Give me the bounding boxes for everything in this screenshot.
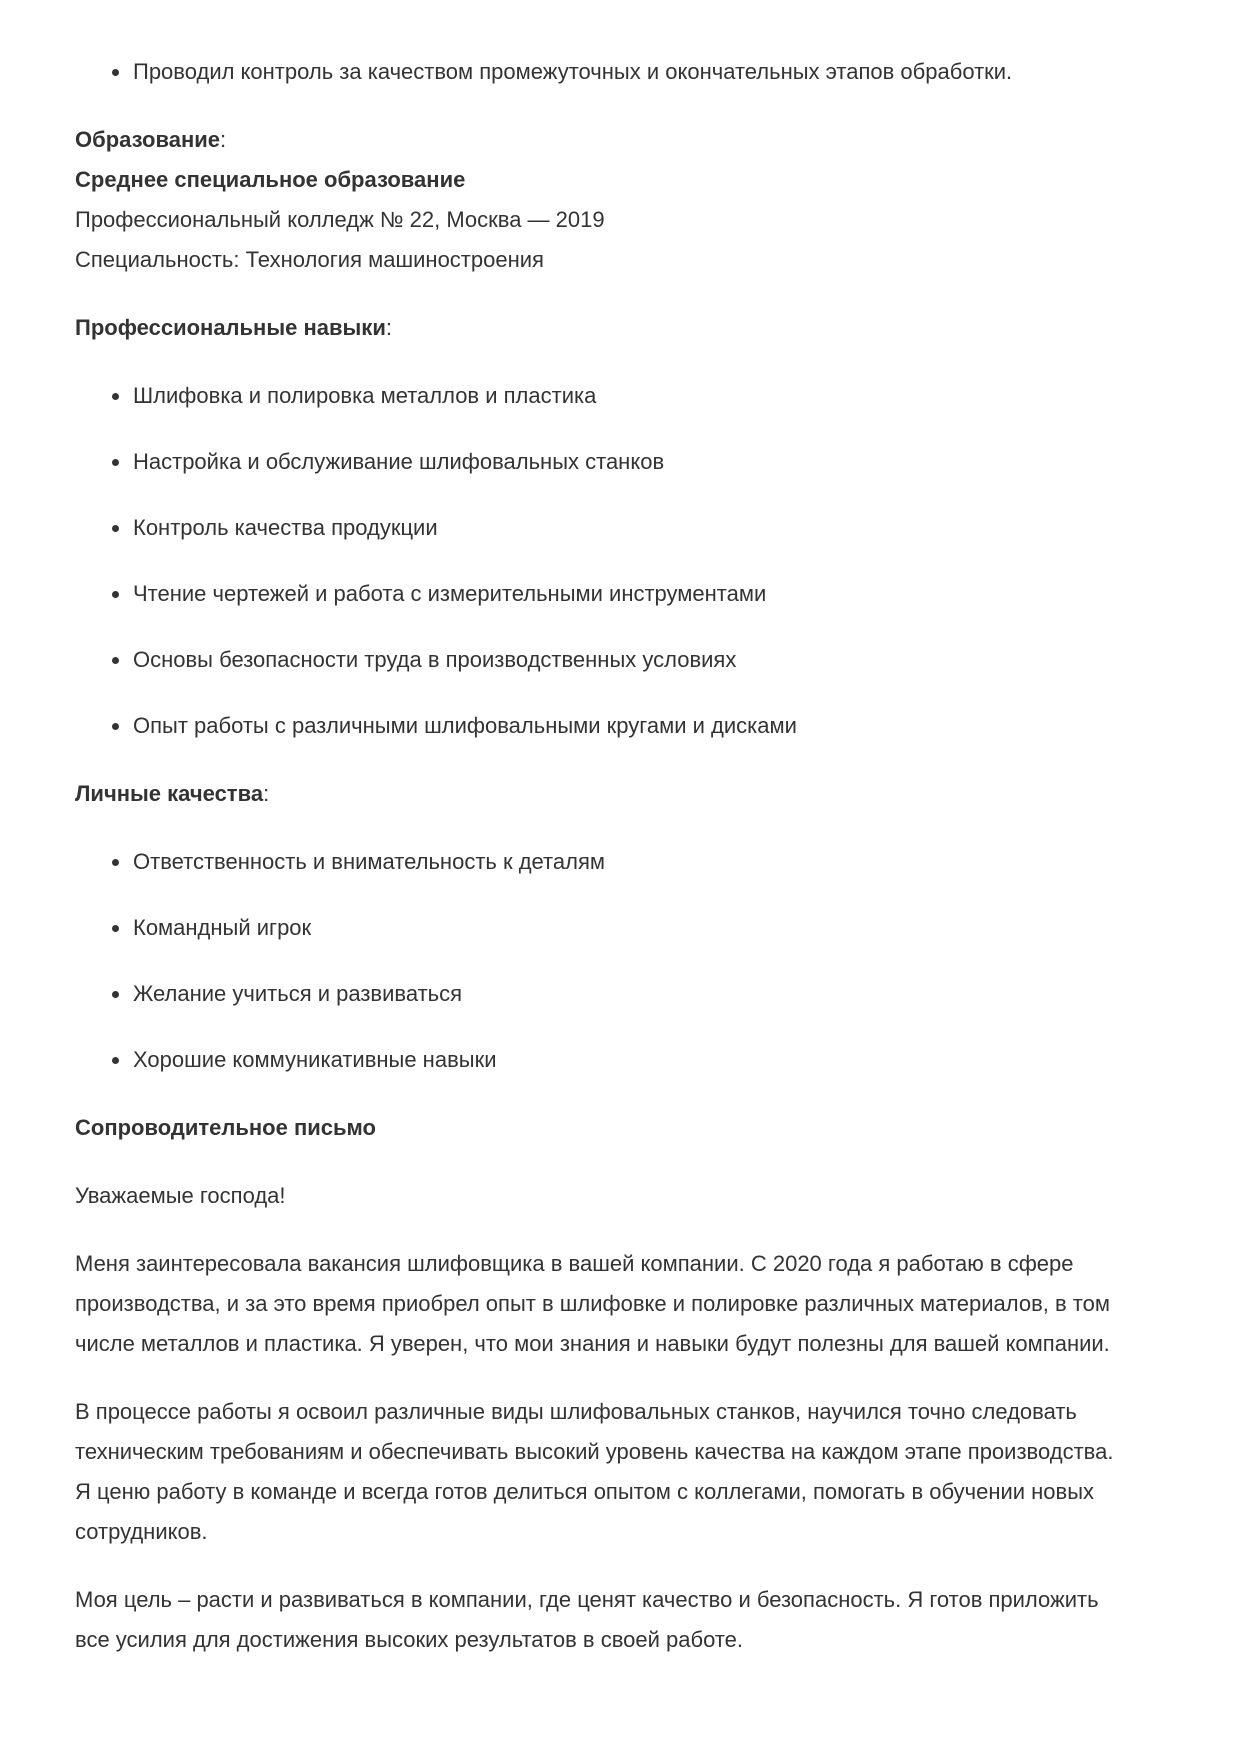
cover-letter-salutation: Уважаемые господа!	[75, 1183, 286, 1208]
list-item: • Чтение чертежей и работа с измерительными инструментами	[132, 574, 1131, 614]
list-item: • Контроль качества продукции	[132, 508, 1131, 548]
list-item: • Ответственность и внимательность к деталям	[132, 842, 1131, 882]
list-item: • Шлифовка и полировка металлов и пластика	[132, 376, 1131, 416]
list-item: • Опыт работы с различными шлифовальными кругами и дисками	[132, 706, 1131, 746]
personal-qualities-heading-row	[75, 774, 1131, 814]
list-item: • Проводил контроль за качеством промежуточных и окончательных этапов обработки.	[132, 52, 1131, 92]
education-degree: Среднее специальное образование	[75, 167, 466, 192]
personal-qualities-list	[75, 842, 1131, 1080]
list-item: • Командный игрок	[132, 908, 1131, 948]
cover-letter-heading: Сопроводительное письмо	[75, 1115, 376, 1140]
cover-letter-paragraph: Моя цель – расти и развиваться в компании, где ценят качество и безопасность. Я готов приложить все усилия для достижения высоких результатов в своей работе.	[75, 1587, 1099, 1652]
personal-qualities-heading-colon: :	[263, 781, 270, 806]
cover-letter-paragraph: Меня заинтересовала вакансия шлифовщика в вашей компании. С 2020 года я работаю в сфере производства, и за это время приобрел опыт в шлифовке и полировке различных материалов, в том числе металлов и пластика. Я уверен, что мои знания и навыки будут полезны для вашей компании.	[75, 1251, 1110, 1356]
education-college: Профессиональный колледж № 22, Москва — 2019	[75, 207, 605, 232]
list-item: • Настройка и обслуживание шлифовальных станков	[132, 442, 1131, 482]
list-item: • Хорошие коммуникативные навыки	[132, 1040, 1131, 1080]
skills-heading-row	[75, 308, 1131, 348]
list-item: • Основы безопасности труда в производственных условиях	[132, 640, 1131, 680]
document-content	[75, 52, 1131, 1660]
education-block	[75, 120, 1131, 280]
cover-letter-paragraph: В процессе работы я освоил различные виды шлифовальных станков, научился точно следовать техническим требованиям и обеспечивать высокий уровень качества на каждом этапе производства. Я ценю работу в команде и всегда готов делиться опытом с коллегами, помогать в обучении новых сотрудников.	[75, 1399, 1114, 1544]
skills-list	[75, 376, 1131, 746]
skills-heading-colon: :	[385, 315, 392, 340]
experience-tail-list	[75, 52, 1131, 92]
list-item: • Желание учиться и развиваться	[132, 974, 1131, 1014]
education-heading: Образование	[75, 127, 220, 152]
education-specialty: Специальность: Технология машиностроения	[75, 247, 544, 272]
skills-heading: Профессиональные навыки	[75, 315, 386, 340]
education-heading-colon: :	[220, 127, 227, 152]
personal-qualities-heading: Личные качества	[75, 781, 264, 806]
cover-letter-heading-row	[75, 1108, 1131, 1148]
